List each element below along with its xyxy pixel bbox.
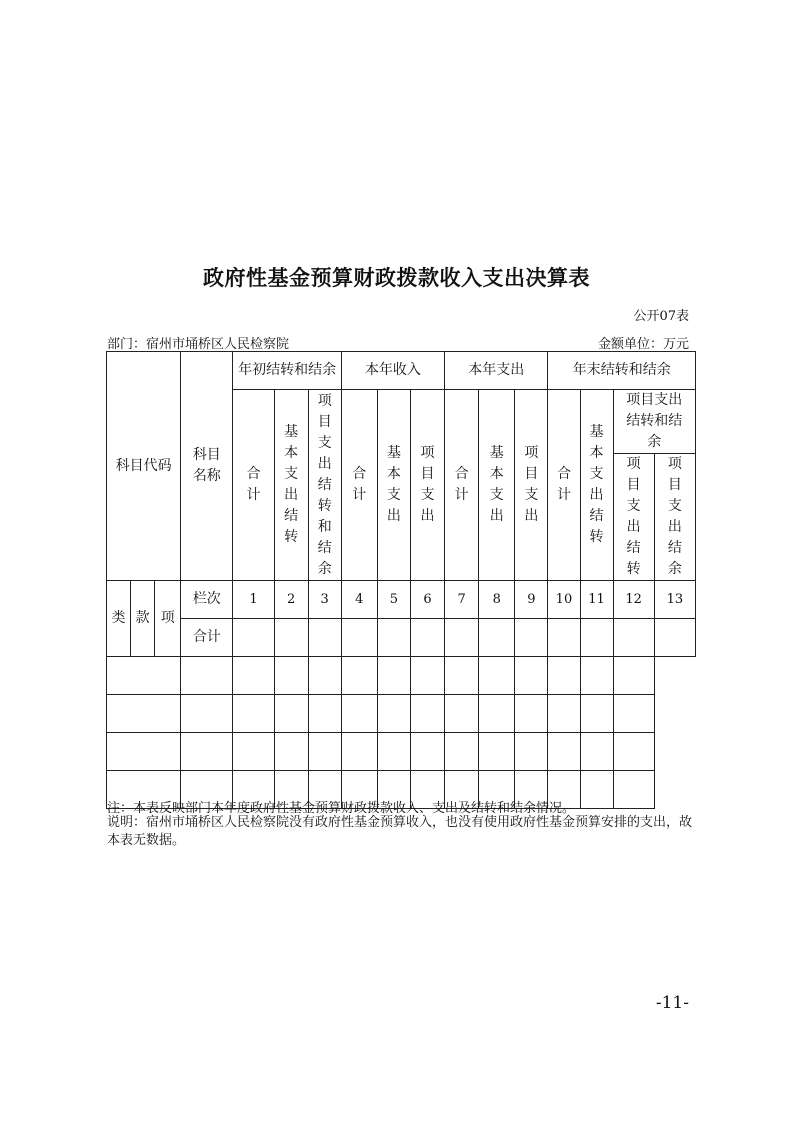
column-number: 9 — [515, 581, 548, 619]
header-kuan: 款 — [131, 581, 155, 657]
header-begin-balance: 年初结转和结余 — [233, 352, 341, 390]
header-begin-basic: 基本支出结转 — [274, 390, 308, 581]
header-expense-project: 项目支出 — [515, 390, 548, 581]
header-end-total: 合计 — [548, 390, 580, 581]
header-lei: 类 — [107, 581, 131, 657]
header-end-basic: 基本支出结转 — [580, 390, 613, 581]
table-row — [107, 657, 696, 695]
table-explanation: 说明：宿州市埇桥区人民检察院没有政府性基金预算收入，也没有使用政府性基金预算安排的支出，故本表无数据。 — [107, 815, 693, 848]
header-income-basic: 基本支出 — [377, 390, 410, 581]
header-income: 本年收入 — [341, 352, 444, 390]
column-number: 10 — [548, 581, 580, 619]
page-number: -11- — [655, 993, 689, 1013]
header-subject-code: 科目代码 — [107, 352, 181, 581]
table-row-total — [107, 619, 696, 657]
column-number: 13 — [654, 581, 695, 619]
unit-label: 金额单位：万元 — [597, 337, 689, 352]
column-number: 1 — [233, 581, 274, 619]
row-total-label: 合计 — [181, 619, 233, 657]
header-begin-project: 项目支出结转和结余 — [308, 390, 341, 581]
table-row — [107, 733, 696, 771]
column-number: 7 — [445, 581, 479, 619]
column-number: 5 — [377, 581, 410, 619]
column-number: 12 — [613, 581, 654, 619]
header-expense: 本年支出 — [445, 352, 548, 390]
header-end-project: 项目支出结转和结余 — [613, 390, 695, 454]
department-label: 部门：宿州市埇桥区人民检察院 — [107, 337, 290, 352]
fund-table — [106, 351, 696, 809]
form-code: 公开07表 — [633, 309, 689, 324]
header-expense-total: 合计 — [445, 390, 479, 581]
table-row — [107, 695, 696, 733]
header-xiang: 项 — [155, 581, 181, 657]
header-income-total: 合计 — [341, 390, 377, 581]
column-number: 4 — [341, 581, 377, 619]
column-number: 2 — [274, 581, 308, 619]
column-number: 3 — [308, 581, 341, 619]
header-subject-name: 科目名称 — [181, 352, 233, 581]
page-title: 政府性基金预算财政拨款收入支出决算表 — [203, 265, 590, 290]
header-begin-total: 合计 — [233, 390, 274, 581]
table-note: 注：本表反映部门本年度政府性基金预算财政拨款收入、支出及结转和结余情况。 — [107, 801, 576, 816]
column-number: 11 — [580, 581, 613, 619]
header-expense-basic: 基本支出 — [479, 390, 515, 581]
header-income-project: 项目支出 — [410, 390, 444, 581]
header-end-project-surplus: 项目支出结余 — [654, 454, 695, 581]
header-lanci: 栏次 — [181, 581, 233, 619]
header-end-balance: 年末结转和结余 — [548, 352, 696, 390]
column-number: 6 — [410, 581, 444, 619]
header-end-project-carry: 项目支出结转 — [613, 454, 654, 581]
column-number: 8 — [479, 581, 515, 619]
